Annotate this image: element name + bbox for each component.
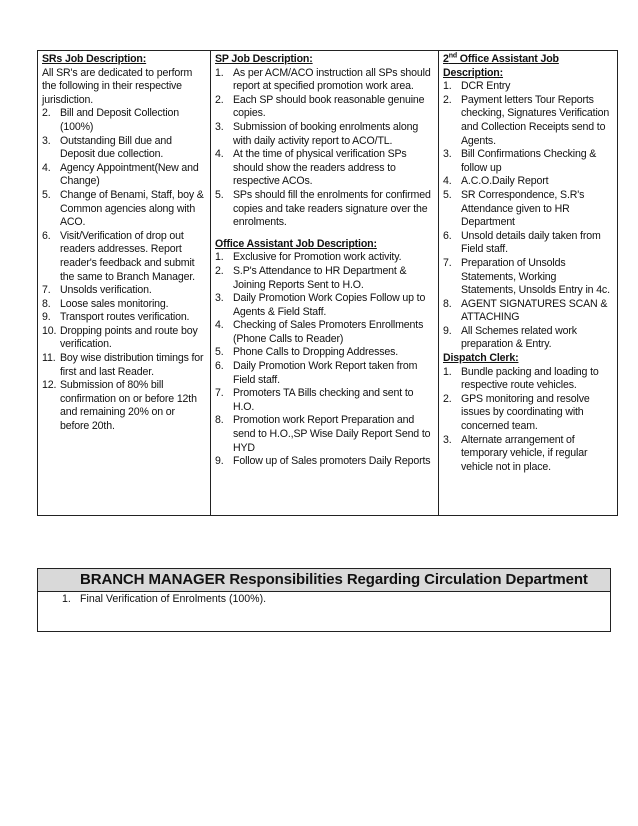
list-item: 5. SR Correspondence, S.R's Attendance given to HR Department — [443, 188, 585, 229]
list-item: 5. Phone Calls to Dropping Addresses. — [215, 346, 399, 359]
list-item: 11. Boy wise distribution timings for first and last Reader. — [42, 352, 204, 378]
list-item: 4. A.C.O.Daily Report — [443, 175, 549, 188]
branch-manager-heading: BRANCH MANAGER Responsibilities Regarding Circulation Department — [38, 569, 610, 592]
list-item: 7. Preparation of Unsolds Statements, Working Statements, Unsolds Entry in 4c. — [443, 256, 610, 297]
list-item: 2. S.P's Attendance to HR Department & Joining Reports Sent to H.O. — [215, 264, 407, 291]
list-item: 6. Unsold details daily taken from Field staff. — [443, 229, 601, 256]
list-item: 2. GPS monitoring and resolve issues by coordinating with concerned team. — [443, 392, 590, 433]
second-office-assistant-list — [443, 80, 613, 352]
sp-heading: SP Job Description: — [215, 53, 313, 65]
sr-job-description-cell — [38, 51, 211, 516]
list-item: 9. Transport routes verification. — [42, 311, 190, 324]
list-item: 2. Payment letters Tour Reports checking, Signatures Verification and Collection Receipts send to Agents. — [443, 93, 610, 147]
list-item: 1. Bundle packing and loading to respective route vehicles. — [443, 365, 599, 392]
list-item: 3. Submission of booking enrolments along with daily activity report to ACO/TL. — [215, 120, 419, 147]
list-item: 12. Submission of 80% bill confirmation on or before 12th and remaining 20% on or before 20th. — [42, 379, 197, 433]
sr-list — [42, 107, 206, 433]
list-item: 9. Follow up of Sales promoters Daily Reports — [215, 455, 431, 468]
list-item: 3. Outstanding Bill due and Deposit due collection. — [42, 134, 172, 161]
list-item: 7. Unsolds verification. — [42, 284, 152, 297]
list-item: 3. Daily Promotion Work Copies Follow up to Agents & Field Staff. — [215, 292, 426, 318]
sp-job-description-cell — [211, 51, 439, 516]
branch-manager-box — [37, 568, 611, 632]
job-description-table — [37, 50, 618, 516]
list-item: 4. Agency Appointment(New and Change) — [42, 161, 199, 188]
branch-manager-list — [38, 592, 610, 607]
list-item: 1. Final Verification of Enrolments (100%). — [62, 593, 267, 605]
list-item: 5. SPs should fill the enrolments for confirmed copies and take readers signature over the enrolments. — [215, 188, 431, 229]
list-item: 3. Bill Confirmations Checking & follow up — [443, 148, 597, 174]
sr-heading: SRs Job Description: — [42, 53, 147, 65]
sp-list — [215, 67, 434, 230]
list-item: 9. All Schemes related work preparation & Entry. — [443, 324, 577, 351]
list-item: 2. Each SP should book reasonable genuine copies. — [215, 93, 425, 120]
list-item: 6. Daily Promotion Work Report taken from Field staff. — [215, 360, 418, 386]
list-item: 3. Alternate arrangement of temporary vehicle, if regular vehicle not in place. — [443, 433, 588, 473]
dispatch-clerk-list — [443, 366, 613, 475]
list-item: 5. Change of Benami, Staff, boy & Common agencies along with ACO. — [42, 188, 204, 229]
list-item: 7. Promoters TA Bills checking and sent to H.O. — [215, 387, 414, 413]
list-item: 1. As per ACM/ACO instruction all SPs should report at specified promotion work area. — [215, 66, 431, 93]
list-item: 4. At the time of physical verification SPs should show the readers address to respective ACOs. — [215, 148, 407, 188]
list-item: 8. AGENT SIGNATURES SCAN & ATTACHING — [443, 297, 608, 324]
list-item: 4. Checking of Sales Promoters Enrollments (Phone Calls to Reader) — [215, 319, 424, 345]
sr-intro: All SR's are dedicated to perform the following in their respective jurisdiction. — [42, 66, 193, 106]
list-item: 1. DCR Entry — [443, 80, 511, 93]
second-office-assistant-heading: 2nd Office Assistant Job Description: — [443, 52, 559, 79]
list-item: 8. Promotion work Report Preparation and send to H.O.,SP Wise Daily Report Send to HYD — [215, 414, 431, 454]
list-item: 10. Dropping points and route boy verification. — [42, 324, 198, 351]
list-item: 2. Bill and Deposit Collection (100%) — [42, 107, 180, 133]
list-item: 6. Visit/Verification of drop out readers addresses. Report reader's feedback and submit the same to Branch Manager. — [42, 229, 195, 283]
list-item: 8. Loose sales monitoring. — [42, 297, 169, 310]
office-assistant-list — [215, 251, 434, 469]
office-assistant-heading: Office Assistant Job Description: — [215, 237, 377, 250]
second-office-assistant-cell — [439, 51, 618, 516]
list-item: 1. Exclusive for Promotion work activity. — [215, 251, 402, 264]
dispatch-clerk-heading: Dispatch Clerk: — [443, 352, 519, 365]
